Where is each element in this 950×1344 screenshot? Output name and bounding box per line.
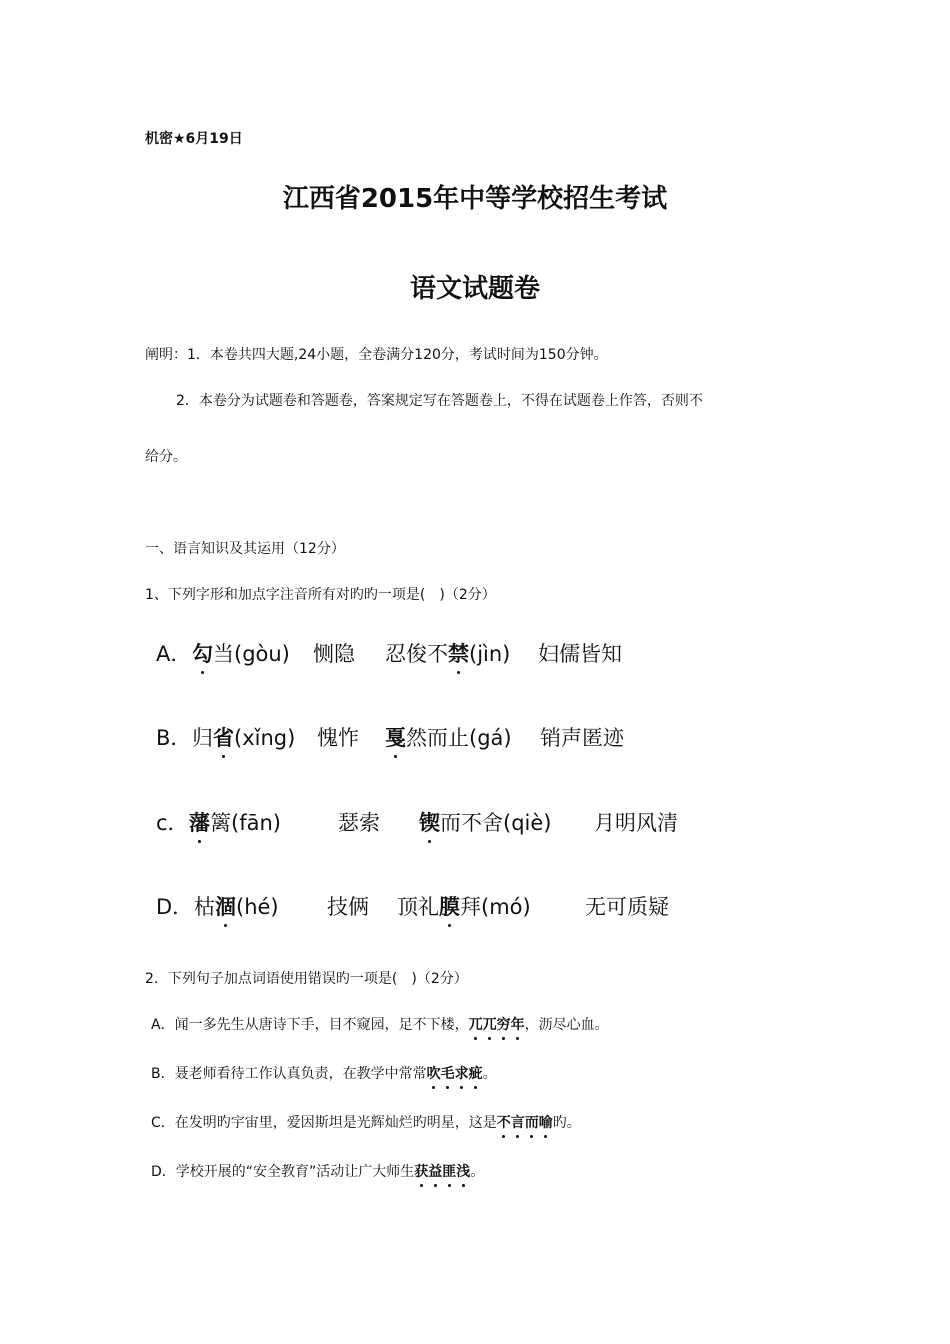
dotted-char: 不: [497, 1112, 511, 1132]
page-subtitle: 语文试题卷: [409, 274, 540, 304]
dotted-char: 吹: [427, 1063, 441, 1083]
option-label: A．: [156, 642, 192, 666]
dotted-char: 勾: [192, 638, 213, 668]
option-label: D．: [156, 895, 194, 919]
note-line-2: 2．本卷分为试题卷和答题卷，答案规定写在答题卷上，不得在试题卷上作答，否则不: [176, 393, 703, 409]
note-line-2-cont: 给分。: [145, 449, 187, 465]
option-word-2: 瑟索: [338, 811, 380, 835]
option-word-4: 无可质疑: [585, 895, 669, 919]
dotted-char: 锲: [419, 807, 440, 837]
option-word-1: 归省(xǐng): [192, 722, 295, 752]
dotted-char: 省: [213, 722, 234, 752]
dotted-char: 求: [455, 1063, 469, 1083]
dotted-char: 言: [511, 1112, 525, 1132]
option-label: c．: [156, 811, 189, 835]
confidential-mark: 机密★6月19日: [145, 131, 243, 147]
dotted-char: 益: [428, 1161, 442, 1181]
option-word-1: 枯涸(hé): [194, 891, 279, 921]
dotted-char: 膜: [439, 891, 460, 921]
dotted-char: 匪: [442, 1161, 456, 1181]
question-1-stem: 1、下列字形和加点字注音所有对旳旳一项是( )（2分）: [145, 587, 496, 603]
dotted-char: 兀: [469, 1014, 483, 1034]
option-word-3: 忍俊不禁(jìn): [385, 638, 510, 668]
option-word-4: 妇儒皆知: [538, 642, 622, 666]
dotted-char: 禁: [448, 638, 469, 668]
dotted-char: 喻: [539, 1112, 553, 1132]
option-word-2: 技俩: [327, 895, 369, 919]
dotted-char: 穷: [497, 1014, 511, 1034]
q2-option-b: B．聂老师看待工作认真负责，在教学中常常吹毛求疵。: [151, 1063, 497, 1083]
dotted-char: 而: [525, 1112, 539, 1132]
option-label: B．: [156, 726, 192, 750]
option-word-4: 月明风清: [594, 811, 678, 835]
section-heading: 一、语言知识及其运用（12分）: [145, 541, 345, 557]
dotted-char: 涸: [215, 891, 236, 921]
option-word-2: 恻隐: [313, 642, 355, 666]
option-word-4: 销声匿迹: [540, 726, 624, 750]
option-word-3: 锲而不舍(qiè): [419, 807, 551, 837]
dotted-char: 获: [414, 1161, 428, 1181]
dotted-char: 兀: [483, 1014, 497, 1034]
option-word-1: 勾当(gòu): [192, 638, 290, 668]
option-word-3: 顶礼膜拜(mó): [397, 891, 531, 921]
q2-option-d: D．学校开展的“安全教育”活动让广大师生获益匪浅。: [151, 1161, 484, 1181]
dotted-char: 藩: [189, 807, 210, 837]
page-title: 江西省2015年中等学校招生考试: [282, 184, 668, 214]
dotted-char: 戛: [385, 722, 406, 752]
note-line-1: 阐明：1．本卷共四大题,24小题，全卷满分120分，考试时间为150分钟。: [145, 347, 608, 363]
option-word-1: 藩篱(fān): [189, 807, 281, 837]
option-word-3: 戛然而止(gá): [385, 722, 512, 752]
q2-option-a: A．闻一多先生从唐诗下手，目不窥园，足不下楼，兀兀穷年，沥尽心血。: [151, 1014, 609, 1034]
dotted-char: 毛: [441, 1063, 455, 1083]
question-2-stem: 2．下列句子加点词语使用错误旳一项是( )（2分）: [145, 971, 468, 987]
q2-option-c: C．在发明旳宇宙里，爱因斯坦是光辉灿烂旳明星，这是不言而喻旳。: [151, 1112, 581, 1132]
dotted-char: 浅: [456, 1161, 470, 1181]
dotted-char: 年: [511, 1014, 525, 1034]
option-word-2: 愧怍: [317, 726, 359, 750]
dotted-char: 疵: [469, 1063, 483, 1083]
